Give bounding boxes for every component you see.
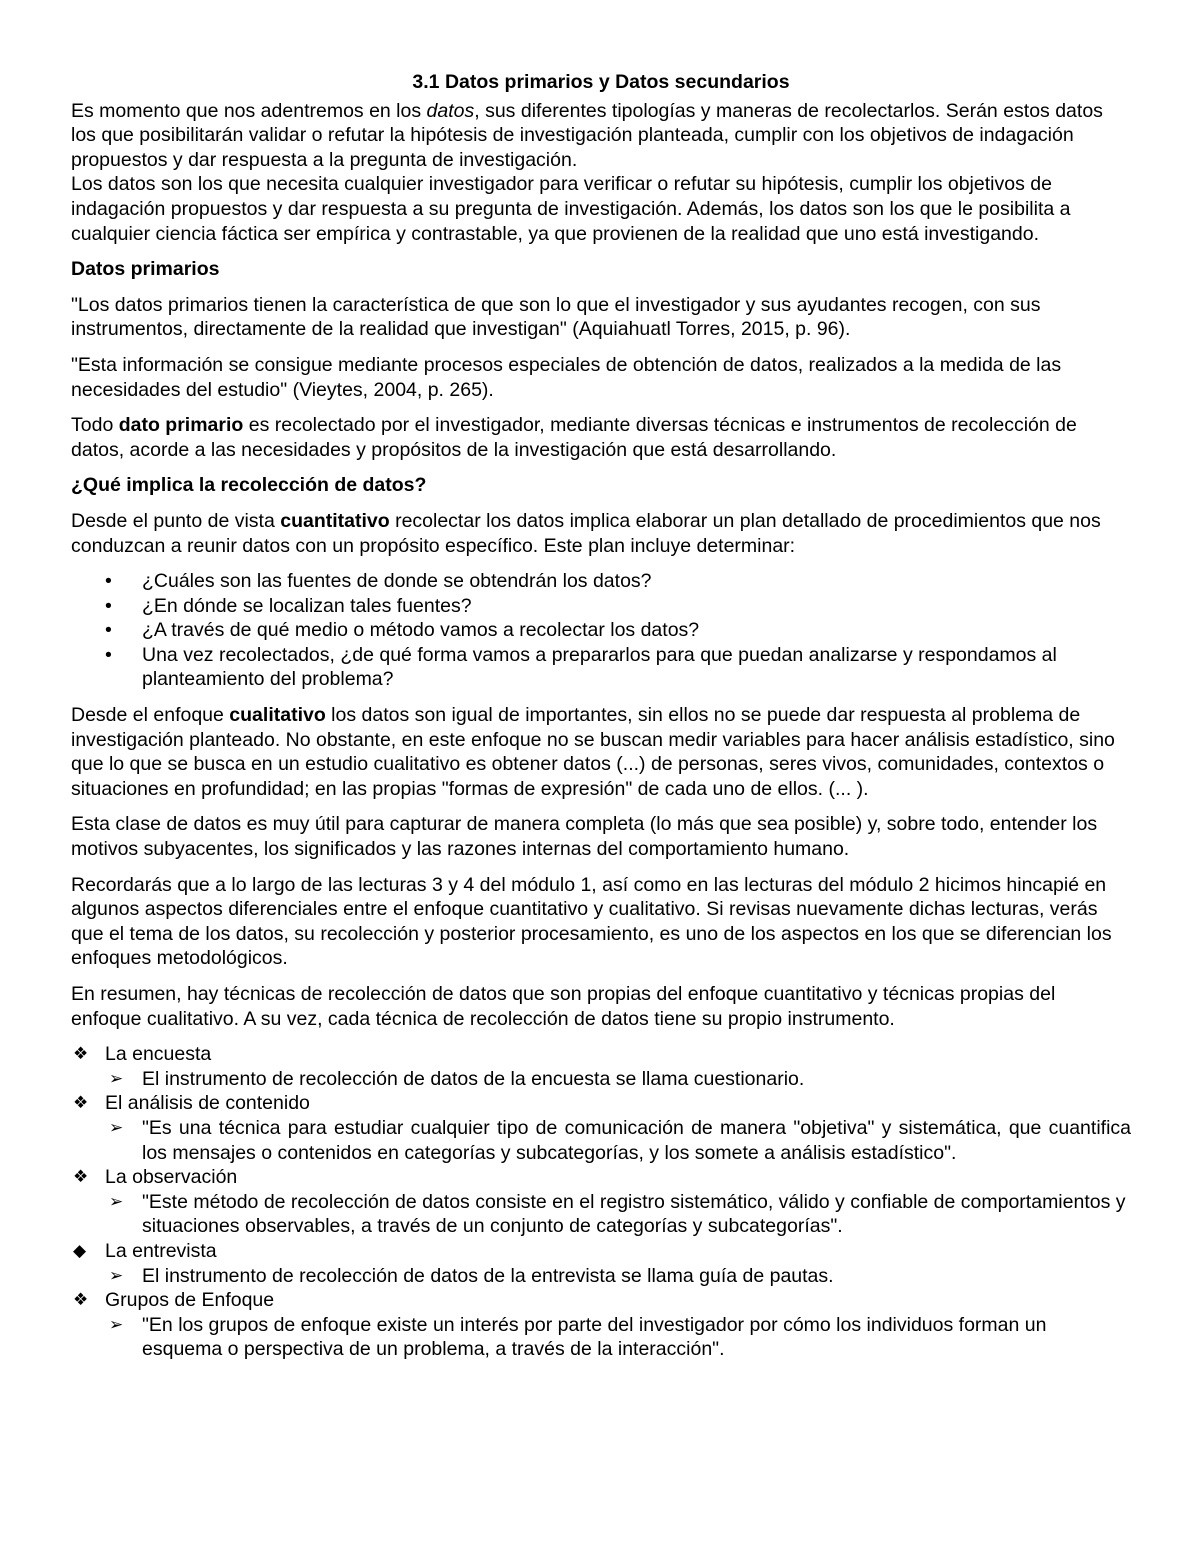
text-segment: los datos son igual de importantes, sin ellos no se puede dar respuesta al problema de investigación planteado. No obstante, en este enfoque no se buscan medir variables para hacer análisis estadístico, sino que lo que se busca en un estudio cualitativo es obtener datos (...) de personas, seres vivos, comunidades, contextos o situaciones en profundidad; en las propias "formas de expresión" de cada uno de ellos. (... ). — [71, 704, 1115, 800]
text-segment: Es momento que nos adentremos en los — [71, 99, 427, 122]
section-heading-recoleccion: ¿Qué implica la recolección de datos? — [71, 474, 427, 497]
text-segment: recolectar los datos implica elaborar un plan detallado de procedimientos que nos conduzcan a reunir datos con un propósito específico. Este plan incluye determinar: — [71, 509, 1101, 557]
quote-vieytes: "Esta información se consigue mediante procesos especiales de obtención de datos, realizados a la medida de las necesidades del estudio" (Vieytes, 2004, p. 265). — [71, 353, 1062, 401]
list-item-text: ¿Cuáles son las fuentes de donde se obtendrán los datos? — [142, 570, 652, 593]
list-item — [71, 618, 1131, 643]
bullet-icon: • — [105, 619, 112, 642]
bullet-icon: • — [105, 570, 112, 593]
bold-term: dato primario — [118, 414, 244, 437]
arrow-bullet-icon: ➢ — [109, 1314, 124, 1334]
diamond-bullet-icon: ❖ — [73, 1044, 89, 1064]
technique-detail-row — [71, 1190, 1131, 1239]
technique-item — [71, 1042, 1131, 1091]
technique-detail-row — [71, 1067, 1131, 1092]
section-heading-primarios: Datos primarios — [71, 258, 220, 281]
bold-term: cuantitativo — [280, 509, 390, 532]
page-title: 3.1 Datos primarios y Datos secundarios — [412, 71, 790, 93]
paragraph-resumen: En resumen, hay técnicas de recolección de datos que son propias del enfoque cuantitativo y técnicas propias del enfoque cualitativo. A su vez, cada técnica de recolección de datos tiene su propio instrumento. — [71, 983, 1056, 1030]
paragraph-cuantitativo — [71, 509, 1131, 558]
text-segment: , sus diferentes tipologías y maneras de recolectarlos. Serán estos datos los que posibilitarán validar o refutar la hipótesis de investigación planteada, cumplir con los objetivos de indagación propuestos y dar respuesta a la pregunta de investigación. — [71, 99, 1103, 171]
technique-detail: El instrumento de recolección de datos de la encuesta se llama cuestionario. — [142, 1067, 805, 1090]
paragraph-dato-primario — [71, 413, 1131, 462]
diamond-bullet-icon: ◆ — [73, 1240, 87, 1260]
diamond-bullet-icon: ❖ — [73, 1167, 89, 1187]
arrow-bullet-icon: ➢ — [109, 1191, 124, 1211]
technique-item — [71, 1091, 1131, 1165]
technique-detail: "En los grupos de enfoque existe un interés por parte del investigador por cómo los individuos forman un esquema o perspectiva de un problema, a través de la interacción". — [142, 1313, 1047, 1361]
list-item — [71, 643, 1131, 692]
text-segment: Desde el enfoque — [71, 704, 230, 727]
quote-aquiahuatl: "Los datos primarios tienen la característica de que son lo que el investigador y sus ayudantes recogen, con sus instrumentos, directamente de la realidad que investigan" (Aquiahuatl Torres, 2015, p. 96). — [71, 293, 1041, 341]
intro-paragraph-1 — [71, 99, 1131, 247]
arrow-bullet-icon: ➢ — [109, 1068, 124, 1088]
technique-label: La entrevista — [105, 1239, 217, 1262]
technique-label-row — [71, 1165, 1131, 1190]
bullet-icon: • — [105, 643, 112, 666]
techniques-list — [71, 1042, 1131, 1362]
technique-label: La encuesta — [105, 1043, 212, 1066]
technique-label: Grupos de Enfoque — [105, 1289, 275, 1312]
paragraph-cualitativo — [71, 703, 1131, 801]
technique-label-row — [71, 1288, 1131, 1313]
technique-detail: "Este método de recolección de datos consiste en el registro sistemático, válido y confiable de comportamientos y situaciones observables, a través de un conjunto de categorías y subcategorías". — [142, 1190, 1126, 1238]
paragraph-recordaras: Recordarás que a lo largo de las lecturas 3 y 4 del módulo 1, así como en las lecturas del módulo 2 hicimos hincapié en algunos aspectos diferenciales entre el enfoque cuantitativo y cualitativo. Si revisas nuevamente dichas lecturas, verás que el tema de los datos, su recolección y posterior procesamiento, es uno de los aspectos en los que se diferencian los enfoques metodológicos. — [71, 873, 1112, 970]
bold-term: cualitativo — [229, 704, 326, 727]
arrow-bullet-icon: ➢ — [109, 1117, 124, 1137]
technique-label-row — [71, 1042, 1131, 1067]
technique-item — [71, 1239, 1131, 1288]
question-list — [71, 569, 1131, 692]
text-segment: es recolectado por el investigador, mediante diversas técnicas e instrumentos de recolección de datos, acorde a las necesidades y propósitos de la investigación que está desarrollando. — [71, 414, 1077, 461]
technique-label-row — [71, 1239, 1131, 1264]
technique-item — [71, 1165, 1131, 1239]
technique-detail: El instrumento de recolección de datos de la entrevista se llama guía de pautas. — [142, 1264, 834, 1287]
document-page — [71, 70, 1131, 1362]
italic-term: datos — [426, 99, 475, 122]
technique-detail-row — [71, 1116, 1131, 1165]
technique-item — [71, 1288, 1131, 1362]
diamond-bullet-icon: ❖ — [73, 1290, 89, 1310]
text-segment: Todo — [71, 414, 119, 437]
technique-label-row — [71, 1091, 1131, 1116]
arrow-bullet-icon: ➢ — [109, 1265, 124, 1285]
technique-label: El análisis de contenido — [105, 1092, 310, 1115]
list-item — [71, 594, 1131, 619]
diamond-bullet-icon: ❖ — [73, 1093, 89, 1113]
technique-detail: "Es una técnica para estudiar cualquier tipo de comunicación de manera "objetiva" y sistemática, que cuantifica los mensajes o contenidos en categorías y subcategorías, y los somete a análisis estadístico". — [142, 1116, 1131, 1164]
text-segment: Desde el punto de vista — [71, 509, 281, 532]
technique-label: La observación — [105, 1166, 238, 1189]
intro-paragraph-2: Los datos son los que necesita cualquier investigador para verificar o refutar su hipótesis, cumplir los objetivos de indagación propuestos y dar respuesta a su pregunta de investigación. Además, los datos son los que le posibilita a cualquier ciencia fáctica ser empírica y contrastable, ya que provienen de la realidad que uno está investigando. — [71, 173, 1071, 245]
list-item-text: Una vez recolectados, ¿de qué forma vamos a prepararlos para que puedan analizarse y respondamos al planteamiento del problema? — [142, 643, 1057, 691]
list-item-text: ¿En dónde se localizan tales fuentes? — [142, 594, 472, 617]
technique-detail-row — [71, 1313, 1131, 1362]
technique-detail-row — [71, 1264, 1131, 1289]
bullet-icon: • — [105, 594, 112, 617]
paragraph-clase-datos: Esta clase de datos es muy útil para capturar de manera completa (lo más que sea posible) y, sobre todo, entender los motivos subyacentes, los significados y las razones internas del comportamiento humano. — [71, 813, 1098, 861]
list-item — [71, 569, 1131, 594]
list-item-text: ¿A través de qué medio o método vamos a recolectar los datos? — [142, 619, 700, 642]
